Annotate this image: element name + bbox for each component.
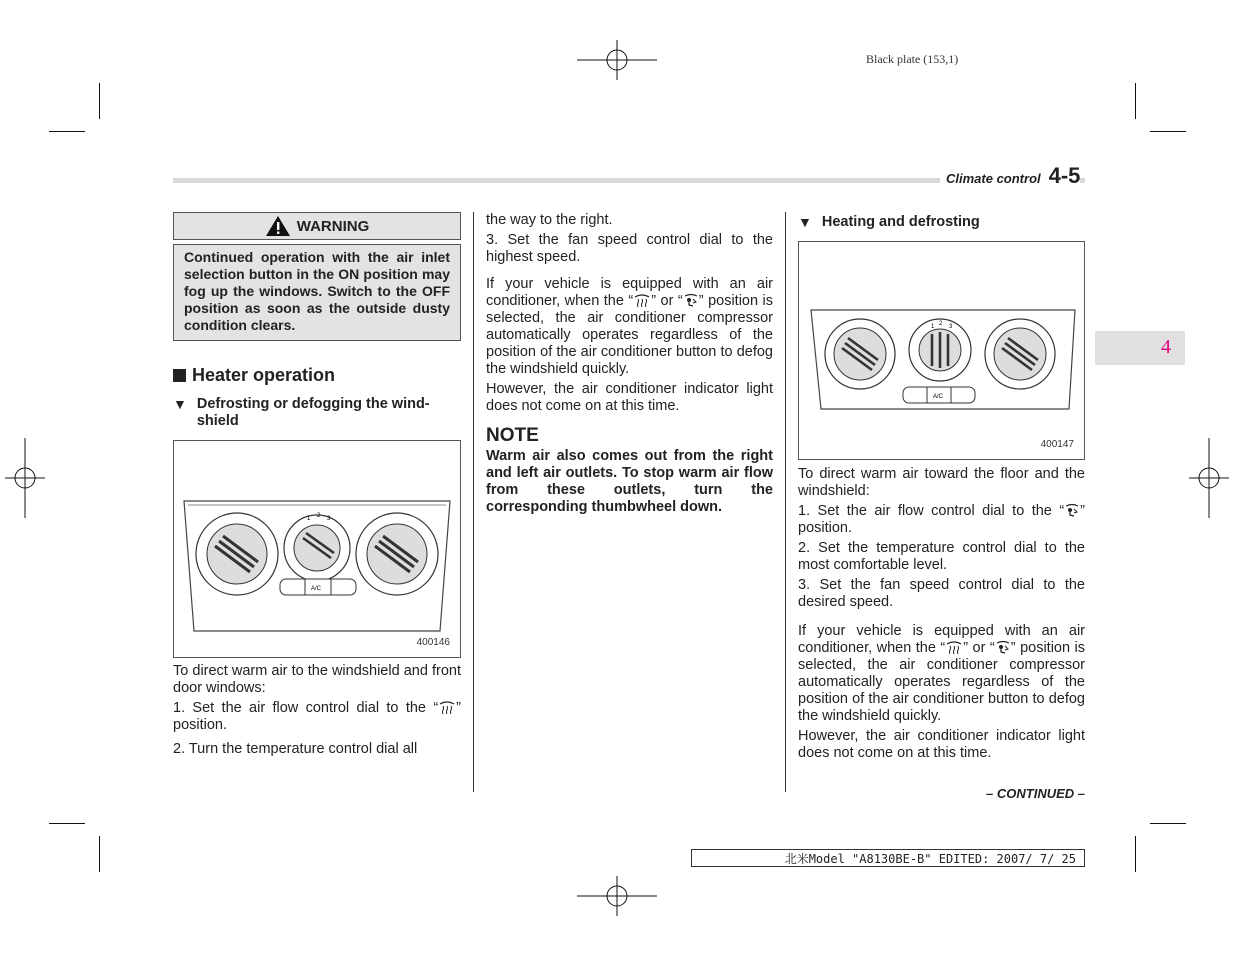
defrost-icon xyxy=(438,700,456,714)
step-1 xyxy=(173,700,461,734)
step-2: 2. Set the temperature control dial to the most comfortable level. xyxy=(798,540,1085,573)
triangle-bullet-icon: ▼ xyxy=(798,214,812,230)
figure-code: 400147 xyxy=(1040,439,1074,450)
section-heading xyxy=(173,367,461,384)
subsection-heading-line: Defrosting or defogging the wind- xyxy=(196,396,430,412)
page-header xyxy=(940,163,1080,189)
section-title: Climate control xyxy=(946,171,1041,186)
defrost-icon xyxy=(633,293,651,307)
square-bullet-icon xyxy=(173,369,186,382)
warning-text: Continued operation with the air inlet selection button in the ON position may fog up the windows. Switch to the OFF position as soon as the outside dusty condition clears. xyxy=(173,244,461,341)
defrost-floor-icon xyxy=(1064,503,1080,517)
ac-paragraph xyxy=(486,276,773,378)
column-divider xyxy=(473,212,474,792)
crop-mark xyxy=(1135,836,1136,872)
fan-tick-label: 2 xyxy=(939,321,943,327)
figure-400146 xyxy=(173,440,461,658)
subsection-heading xyxy=(173,396,461,430)
subsection-heading xyxy=(798,214,1085,231)
paragraph-text: ” or “ xyxy=(651,293,683,309)
crop-mark xyxy=(1150,823,1186,824)
warning-label: WARNING xyxy=(296,217,370,235)
climate-panel-illustration xyxy=(174,441,460,657)
triangle-bullet-icon: ▼ xyxy=(173,396,187,412)
warning-header xyxy=(173,212,461,240)
section-heading-text: Heater operation xyxy=(192,365,336,385)
subsection-heading-text xyxy=(197,396,430,430)
ac-paragraph xyxy=(798,623,1085,725)
paragraph-text: ” position is selected, the air conditioner compressor automatically operates regardless of the position of the air conditioner button to defog the windshield quickly. xyxy=(798,640,1085,724)
right-column xyxy=(798,212,1085,772)
step-3: 3. Set the fan speed control dial to the desired speed. xyxy=(798,577,1085,610)
page-number: 4-5 xyxy=(1048,163,1081,188)
crop-mark xyxy=(49,823,85,824)
column-divider xyxy=(785,212,786,792)
ac-button-label: A/C xyxy=(311,586,322,592)
fan-tick-label: 3 xyxy=(949,324,953,330)
step-1 xyxy=(798,503,1085,537)
fan-tick-label: 3 xyxy=(327,516,331,522)
crop-mark xyxy=(49,131,85,132)
climate-panel-illustration xyxy=(799,242,1084,459)
crop-mark xyxy=(99,83,100,119)
indicator-paragraph: However, the air conditioner indicator light does not come on at this time. xyxy=(798,728,1085,761)
warning-triangle-icon xyxy=(265,215,291,237)
crop-mark xyxy=(1135,83,1136,119)
chapter-tab xyxy=(1095,331,1185,365)
fan-tick-label: 2 xyxy=(317,513,321,519)
step-text: 1. Set the air flow control dial to the “ xyxy=(798,503,1065,519)
defrost-floor-icon xyxy=(683,293,699,307)
registration-mark-icon xyxy=(1189,438,1229,518)
step-2: 2. Turn the temperature control dial all xyxy=(173,741,418,757)
step-text: ” position. xyxy=(798,503,1085,536)
figure-400147 xyxy=(798,241,1085,460)
step-3: 3. Set the fan speed control dial to the highest speed. xyxy=(486,232,773,265)
plate-label: Black plate (153,1) xyxy=(866,52,959,66)
fan-tick-label: 1 xyxy=(931,324,935,330)
paragraph-text: ” or “ xyxy=(963,640,995,656)
crop-mark xyxy=(99,836,100,872)
indicator-paragraph: However, the air conditioner indicator light does not come on at this time. xyxy=(486,381,773,414)
ac-button-label: A/C xyxy=(933,394,944,400)
left-column xyxy=(173,212,461,761)
continued-label: – CONTINUED – xyxy=(986,786,1085,801)
fan-tick-label: 1 xyxy=(307,516,311,522)
paragraph-text: If your vehicle is equipped with an air conditioner, when the “ xyxy=(486,276,773,309)
paragraph-text: If your vehicle is equipped with an air conditioner, when the “ xyxy=(798,623,1085,656)
figure-code: 400146 xyxy=(416,637,450,648)
crop-mark xyxy=(1150,131,1186,132)
registration-mark-icon xyxy=(5,438,45,518)
chapter-number: 4 xyxy=(1161,336,1171,358)
registration-mark-icon xyxy=(577,40,657,80)
intro-text: To direct warm air toward the floor and the windshield: xyxy=(798,466,1085,499)
footer-edit-info: 北米Model "A8130BE-B" EDITED: 2007/ 7/ 25 xyxy=(691,849,1085,867)
defrost-floor-icon xyxy=(995,640,1011,654)
registration-mark-icon xyxy=(577,876,657,916)
intro-text: To direct warm air to the windshield and front door windows: xyxy=(173,663,461,696)
paragraph-text: ” position is selected, the air conditioner compressor automatically operates regardless of the position of the air conditioner button to defog the windshield quickly. xyxy=(486,293,773,377)
continued-step-text: the way to the right. xyxy=(486,212,613,228)
step-text: 1. Set the air flow control dial to the “ xyxy=(173,700,439,716)
subsection-heading-text: Heating and defrosting xyxy=(821,214,980,230)
subsection-heading-line: shield xyxy=(196,413,239,429)
note-title: NOTE xyxy=(486,425,539,446)
defrost-icon xyxy=(945,640,963,654)
middle-column xyxy=(486,212,773,526)
note-text: Warm air also comes out from the right and left air outlets. To stop warm air flow from these outlets, turn the corresponding thumbwheel down. xyxy=(486,448,773,515)
step-text: ” position. xyxy=(173,700,461,733)
